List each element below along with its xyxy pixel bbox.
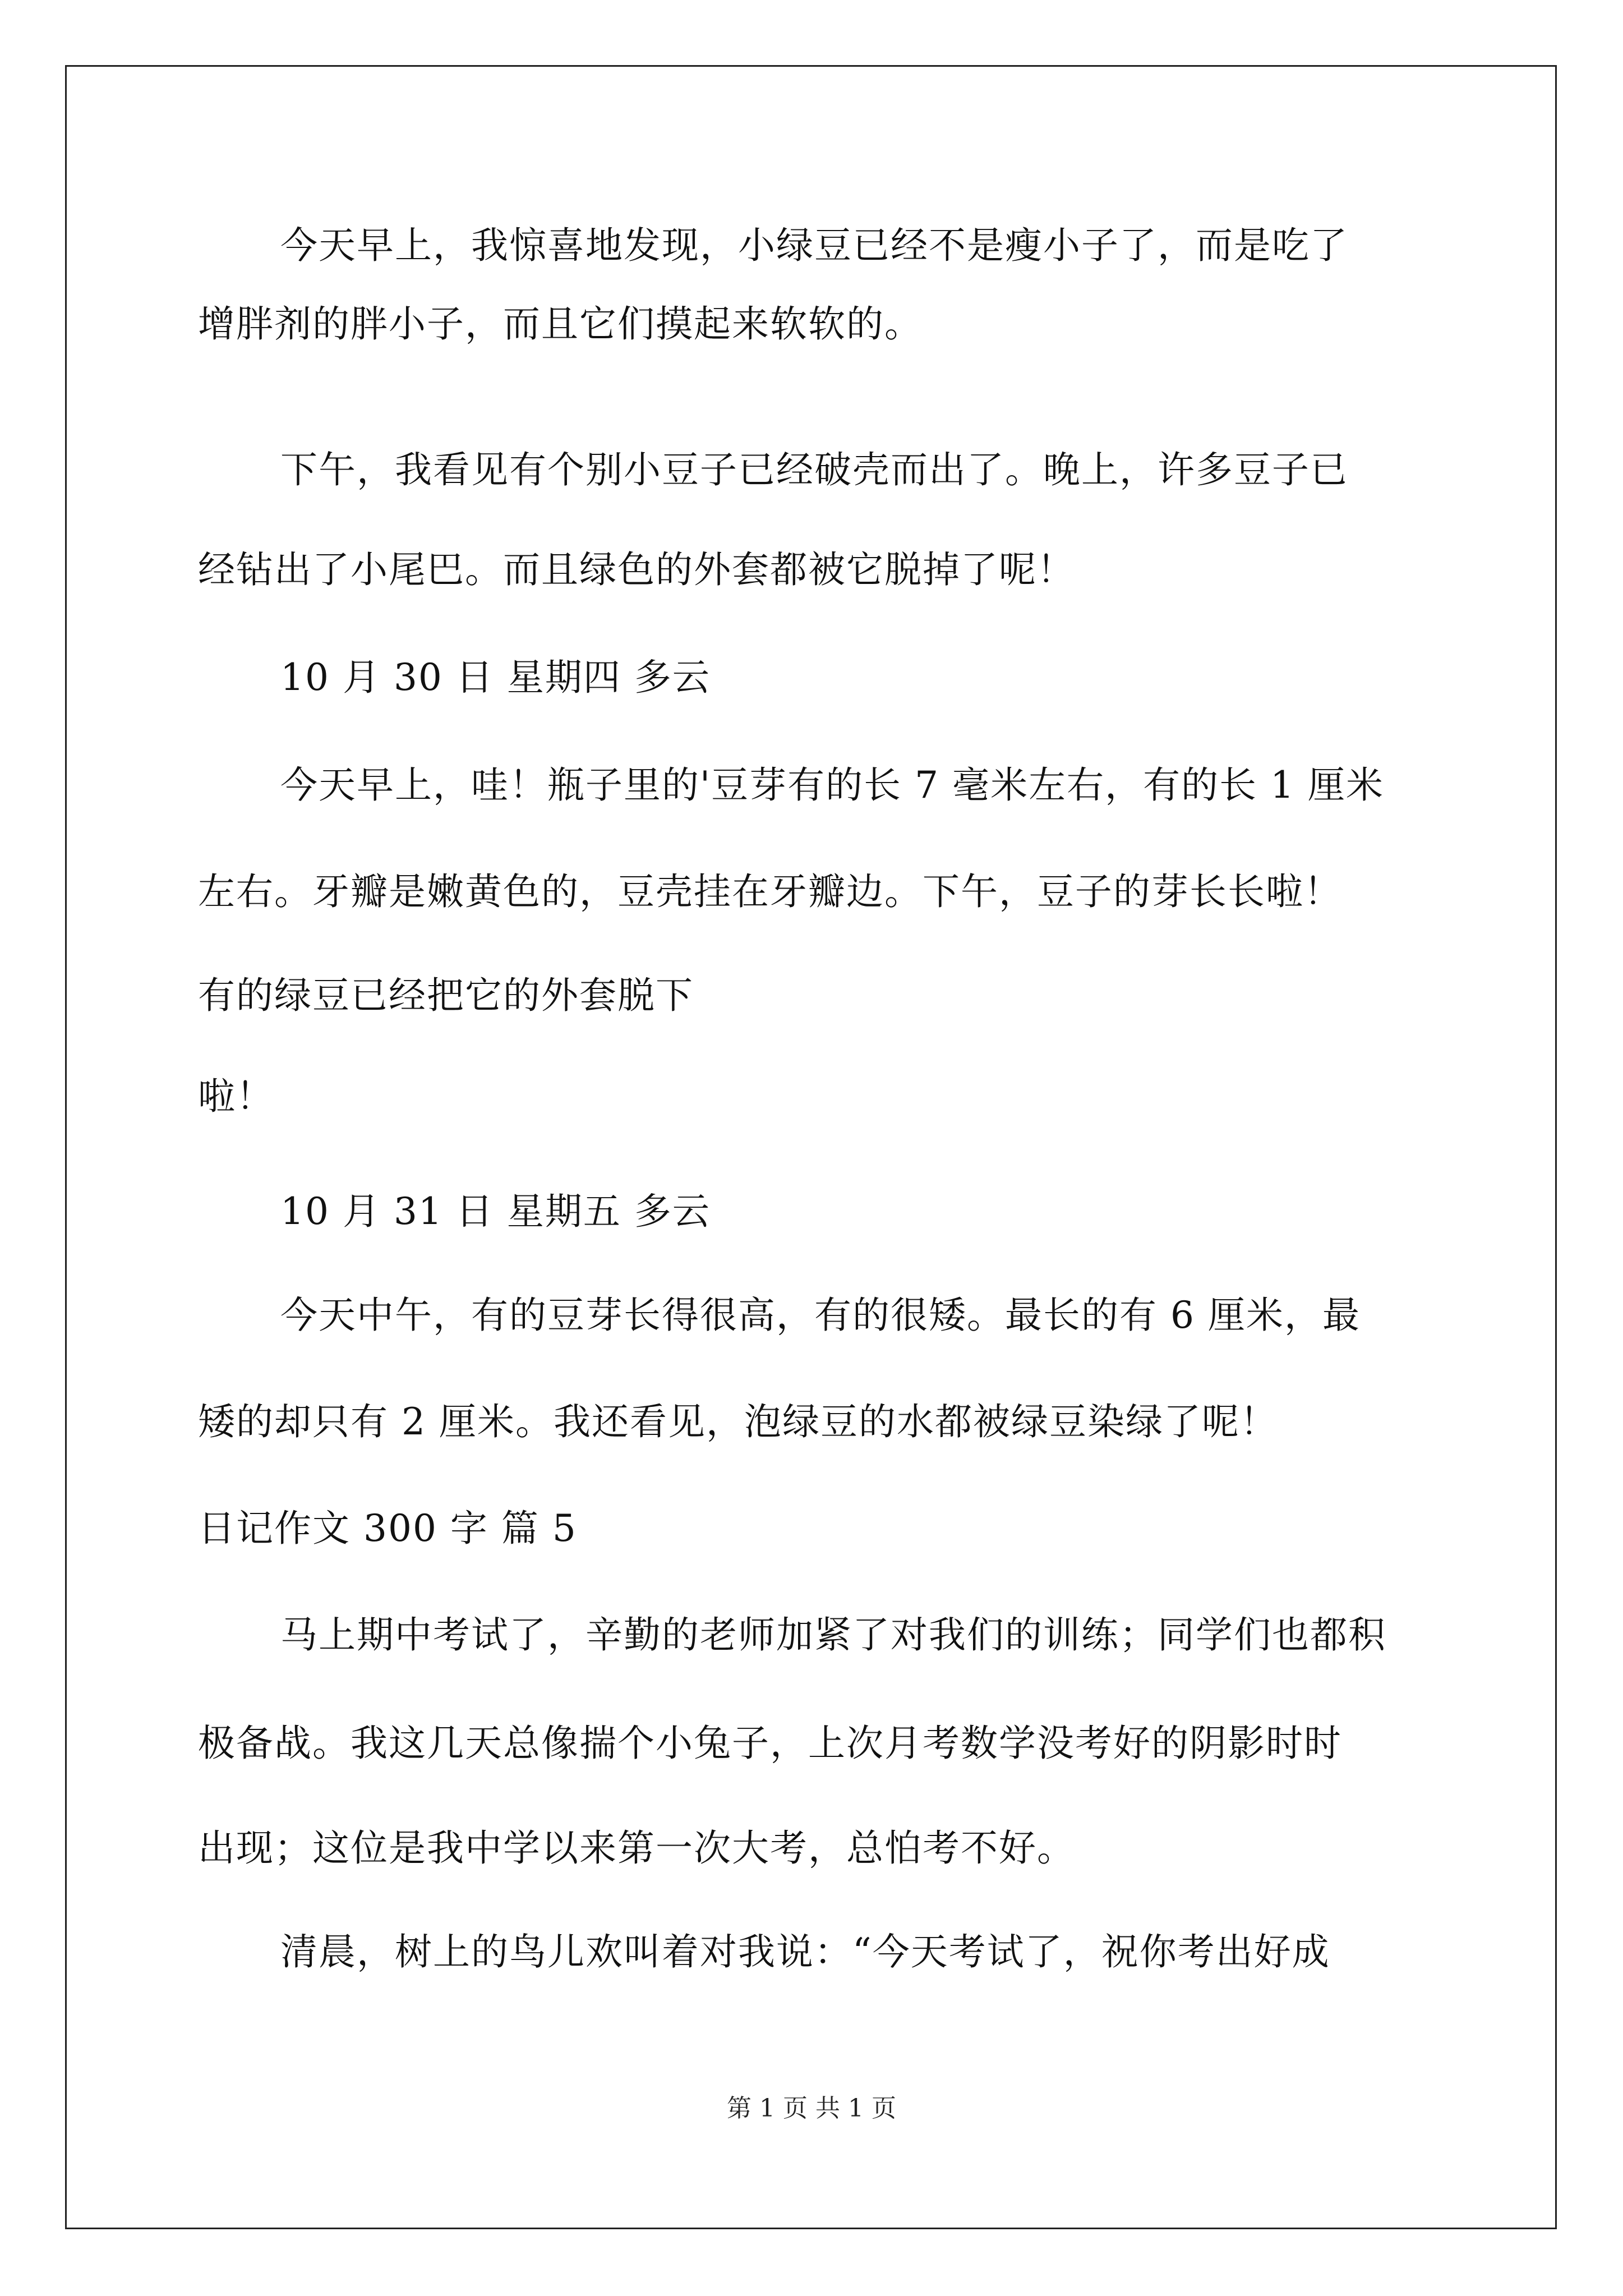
text-line: 今天中午，有的豆芽长得很高，有的很矮。最长的有 6 厘米，最 [280,1294,1361,1337]
text-line: 今天早上，我惊喜地发现，小绿豆已经不是瘦小子了，而是吃了 [280,224,1348,267]
text-line: 下午，我看见有个别小豆子已经破壳而出了。晚上，许多豆子已 [280,448,1348,491]
text-line: 增胖剂的胖小子，而且它们摸起来软软的。 [198,302,923,346]
text-line: 左右。牙瓣是嫩黄色的，豆壳挂在牙瓣边。下午，豆子的芽长长啦！ [198,870,1342,913]
text-line: 极备战。我这几天总像揣个小兔子，上次月考数学没考好的阴影时时 [198,1722,1342,1765]
page-border [65,65,1557,2229]
diary-date-heading: 10 月 31 日 星期五 多云 [280,1190,711,1233]
text-line: 啦！ [198,1075,274,1118]
text-line: 有的绿豆已经把它的外套脱下 [198,974,694,1017]
text-line: 出现；这位是我中学以来第一次大考，总怕考不好。 [198,1826,1075,1870]
text-line: 矮的却只有 2 厘米。我还看见，泡绿豆的水都被绿豆染绿了呢！ [198,1400,1278,1443]
text-line: 今天早上，哇！瓶子里的'豆芽有的长 7 毫米左右，有的长 1 厘米 [280,763,1385,807]
text-line: 马上期中考试了，辛勤的老师加紧了对我们的训练；同学们也都积 [280,1613,1386,1657]
page-number-footer: 第 1 页 共 1 页 [727,2094,896,2123]
text-line: 清晨，树上的鸟儿欢叫着对我说：“今天考试了，祝你考出好成 [280,1930,1330,1973]
text-line: 经钻出了小尾巴。而且绿色的外套都被它脱掉了呢！ [198,548,1075,591]
article-title: 日记作文 300 字 篇 5 [198,1507,577,1550]
diary-date-heading: 10 月 30 日 星期四 多云 [280,656,711,699]
